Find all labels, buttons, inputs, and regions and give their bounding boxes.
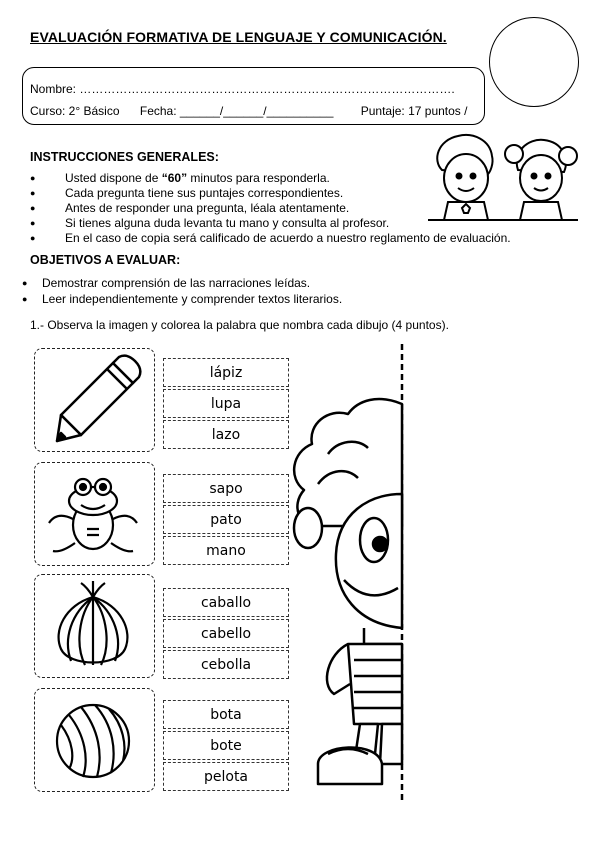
word-options-2 <box>163 474 289 567</box>
fecha-field[interactable]: Fecha: ______/______/__________ <box>139 104 334 118</box>
instruction-text: Antes de responder una pregunta, léala atentamente. <box>65 201 350 215</box>
puntaje-label: Puntaje: 17 puntos / <box>360 104 468 118</box>
word-option[interactable]: pelota <box>163 762 289 791</box>
student-info-box <box>22 67 485 125</box>
page-title: EVALUACIÓN FORMATIVA DE LENGUAJE Y COMUNICACIÓN. <box>30 29 447 45</box>
instructions-heading: INSTRUCCIONES GENERALES: <box>30 150 219 164</box>
instruction-text: minutos para responderla. <box>187 171 330 185</box>
word-option[interactable]: lupa <box>163 389 289 418</box>
bullet-icon: ● <box>30 218 36 228</box>
word-option[interactable]: cebolla <box>163 650 289 679</box>
bullet-icon: ● <box>30 233 36 243</box>
ball-icon <box>35 689 153 789</box>
list-item <box>30 231 530 246</box>
bullet-icon: ● <box>30 173 36 183</box>
bullet-icon: ● <box>22 294 28 304</box>
question-1-prompt: 1.- Observa la imagen y colorea la palabra que nombra cada dibujo (4 puntos). <box>30 318 449 332</box>
instruction-text: En el caso de copia será calificado de acuerdo a nuestro reglamento de evaluación. <box>65 231 511 245</box>
bullet-icon: ● <box>30 203 36 213</box>
word-option[interactable]: cabello <box>163 619 289 648</box>
objective-text: Leer independientemente y comprender textos literarios. <box>42 292 343 306</box>
instruction-text: Cada pregunta tiene sus puntajes correspondientes. <box>65 186 344 200</box>
onion-icon <box>35 575 153 675</box>
word-option[interactable]: lápiz <box>163 358 289 387</box>
word-option[interactable]: mano <box>163 536 289 565</box>
word-option[interactable]: sapo <box>163 474 289 503</box>
word-option[interactable]: pato <box>163 505 289 534</box>
frog-picture-box <box>34 462 155 566</box>
word-option[interactable]: caballo <box>163 588 289 617</box>
list-item <box>22 275 522 291</box>
word-option[interactable]: bota <box>163 700 289 729</box>
bullet-icon: ● <box>22 278 28 288</box>
bullet-icon: ● <box>30 188 36 198</box>
objective-text: Demostrar comprensión de las narraciones leídas. <box>42 276 311 290</box>
nombre-line[interactable]: Nombre: …………………………………………………………………………………. <box>30 82 455 96</box>
objectives-heading: OBJETIVOS A EVALUAR: <box>30 253 181 267</box>
list-item <box>22 291 522 307</box>
children-illustration <box>428 130 578 222</box>
word-options-3 <box>163 588 289 681</box>
pencil-icon <box>35 349 153 449</box>
boy-illustration <box>278 344 408 804</box>
word-option[interactable]: lazo <box>163 420 289 449</box>
word-options-4 <box>163 700 289 793</box>
ball-picture-box <box>34 688 155 792</box>
instruction-text: Usted dispone de <box>65 171 162 185</box>
instruction-time: “60” <box>161 171 188 185</box>
frog-icon <box>35 463 153 563</box>
grade-circle <box>489 17 579 107</box>
instruction-text: Si tienes alguna duda levanta tu mano y consulta al profesor. <box>65 216 390 230</box>
word-option[interactable]: bote <box>163 731 289 760</box>
onion-picture-box <box>34 574 155 678</box>
info-row <box>30 104 467 118</box>
curso-label: Curso: 2° Básico <box>30 104 120 118</box>
word-options-1 <box>163 358 289 451</box>
objectives-list <box>22 275 522 307</box>
pencil-picture-box <box>34 348 155 452</box>
